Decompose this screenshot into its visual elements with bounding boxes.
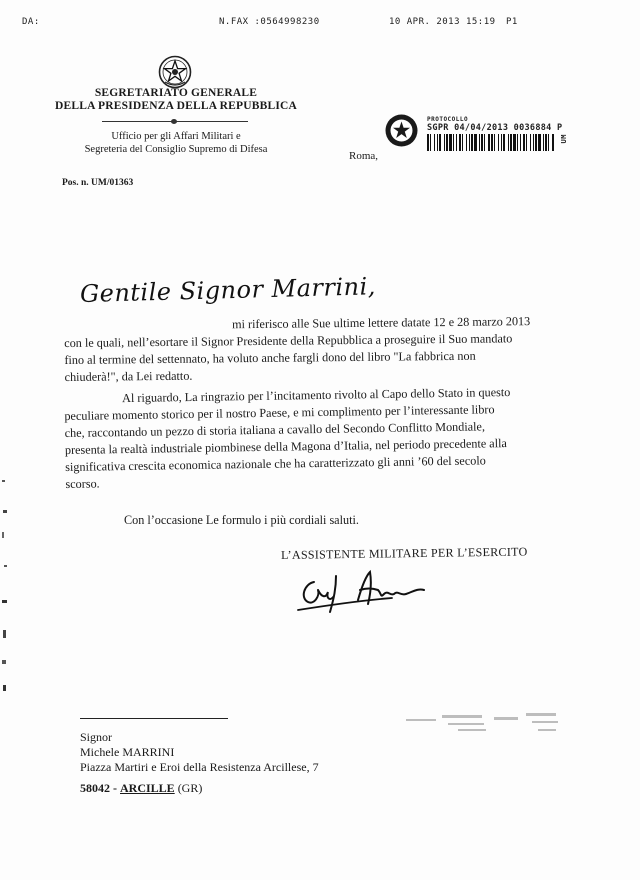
fax-page: P1	[506, 17, 518, 27]
letterhead-title-line2: DELLA PRESIDENZA DELLA REPUBBLICA	[54, 100, 298, 112]
fax-datetime: 10 APR. 2013 15:19	[389, 17, 496, 27]
paragraph-1	[64, 313, 551, 386]
paragraph-2-line-2: peculiare momento storico per il nostro Paese, e mi complimento per l’interessante libro	[64, 402, 495, 423]
barcode-bar	[474, 134, 477, 151]
barcode-bar	[488, 134, 490, 151]
addressee-city-line	[80, 781, 202, 796]
barcode-bar	[513, 134, 516, 151]
fax-from-label: DA:	[22, 17, 40, 27]
italian-republic-emblem-icon	[158, 55, 192, 89]
scan-stamp-artifacts	[398, 707, 570, 747]
barcode-bar	[503, 134, 505, 151]
paragraph-1-line-4: chiuderà!", da Lei redatto.	[64, 368, 193, 384]
barcode-bar	[491, 134, 493, 151]
addressee-postcode: 58042 -	[80, 781, 117, 795]
paragraph-1-line-3: fino al termine del settennato, ha voluto anche fargli dono del libro "La fabbrica non	[64, 348, 476, 367]
addressee-name: Michele MARRINI	[80, 745, 175, 759]
barcode-bar	[469, 134, 470, 151]
addressee-block	[80, 730, 319, 775]
barcode-bar	[481, 134, 483, 151]
barcode-bar	[427, 134, 429, 151]
barcode-bar	[494, 134, 495, 151]
addressee-province: (GR)	[177, 781, 203, 795]
scan-margin-artifacts	[0, 470, 14, 710]
barcode-bar	[446, 134, 448, 151]
handwritten-salutation: Gentile Signor Marrini,	[79, 272, 377, 308]
barcode-bar	[459, 134, 461, 151]
signer-title: L’ASSISTENTE MILITARE PER L’ESERCITO	[281, 544, 528, 562]
barcode-bar	[523, 134, 525, 151]
protocol-label: PROTOCOLLO	[427, 116, 469, 123]
barcode-bar	[471, 134, 473, 151]
barcode-bar	[444, 134, 445, 151]
paragraph-2-line-3: che, raccontando un pezzo di storia italiana a cavallo del Secondo Conflitto Mondiale,	[64, 419, 486, 440]
barcode-bar	[517, 134, 518, 151]
position-number: Pos. n. UM/01363	[62, 178, 134, 188]
barcode-bar	[430, 134, 431, 151]
addressee-title: Signor	[80, 730, 113, 744]
barcode-bar	[449, 134, 452, 151]
protocol-stamp-emblem-icon	[385, 114, 418, 147]
barcode-bar	[530, 134, 531, 151]
protocol-text: SGPR 04/04/2013 0036884 P	[427, 123, 563, 133]
letterhead-divider-ornament	[171, 119, 177, 124]
protocol-barcode	[427, 134, 557, 151]
letterhead-title	[40, 87, 312, 113]
letterhead-title-line1: SEGRETARIATO GENERALE	[94, 87, 258, 99]
protocol-side-text: UM	[560, 134, 568, 144]
paragraph-2	[64, 383, 558, 493]
barcode-bar	[510, 134, 512, 151]
paragraph-2-line-6: scorso.	[65, 476, 100, 491]
barcode-bar	[498, 134, 499, 151]
barcode-bar	[533, 134, 534, 151]
barcode-bar	[520, 134, 521, 151]
barcode-bar	[535, 134, 537, 151]
paragraph-2-line-5: significativa crescita economica nazionale che ha caratterizzato gli anni ’60 del secolo	[65, 453, 486, 474]
letterhead-office-line2: Segreteria del Consiglio Supremo di Difesa	[84, 144, 268, 155]
closing-line: Con l’occasione Le formulo i più cordiali saluti.	[124, 513, 359, 527]
paragraph-1-line-1: mi riferisco alle Sue ultime lettere datate 12 e 28 marzo 2013	[232, 314, 531, 332]
barcode-bar	[462, 134, 463, 151]
barcode-bar	[538, 134, 541, 151]
barcode-bar	[508, 134, 509, 151]
addressee-city: ARCILLE	[120, 781, 175, 795]
letterhead-office	[40, 130, 312, 156]
barcode-bar	[456, 134, 457, 151]
barcode-bar	[526, 134, 527, 151]
barcode-bar	[548, 134, 549, 151]
place-label: Roma,	[349, 150, 379, 162]
barcode-bar	[552, 134, 554, 151]
barcode-bar	[434, 134, 435, 151]
barcode-bar	[453, 134, 454, 151]
paragraph-2-line-4: presenta la realtà industriale piombinese della Magona d’Italia, nel periodo precedente alla	[64, 436, 507, 457]
barcode-bar	[479, 134, 480, 151]
barcode-bar	[437, 134, 438, 151]
barcode-bar	[466, 134, 467, 151]
barcode-bar	[484, 134, 485, 151]
handwritten-signature	[296, 568, 446, 616]
paragraph-3	[124, 512, 524, 529]
barcode-bar	[545, 134, 547, 151]
addressee-street: Piazza Martiri e Eroi della Resistenza Arcillese, 7	[80, 760, 319, 774]
paragraph-2-line-1: Al riguardo, La ringrazio per l’incitamento rivolto al Capo dello Stato in questo	[122, 384, 511, 406]
letterhead-office-line1: Ufficio per gli Affari Militari e	[111, 131, 241, 142]
fax-number: N.FAX :0564998230	[219, 17, 320, 27]
address-divider	[80, 718, 228, 719]
barcode-bar	[543, 134, 544, 151]
barcode-bar	[501, 134, 502, 151]
paragraph-1-line-2: con le quali, nell’esortare il Signor Presidente della Repubblica a proseguire il Suo mandato	[64, 331, 513, 350]
barcode-bar	[439, 134, 441, 151]
